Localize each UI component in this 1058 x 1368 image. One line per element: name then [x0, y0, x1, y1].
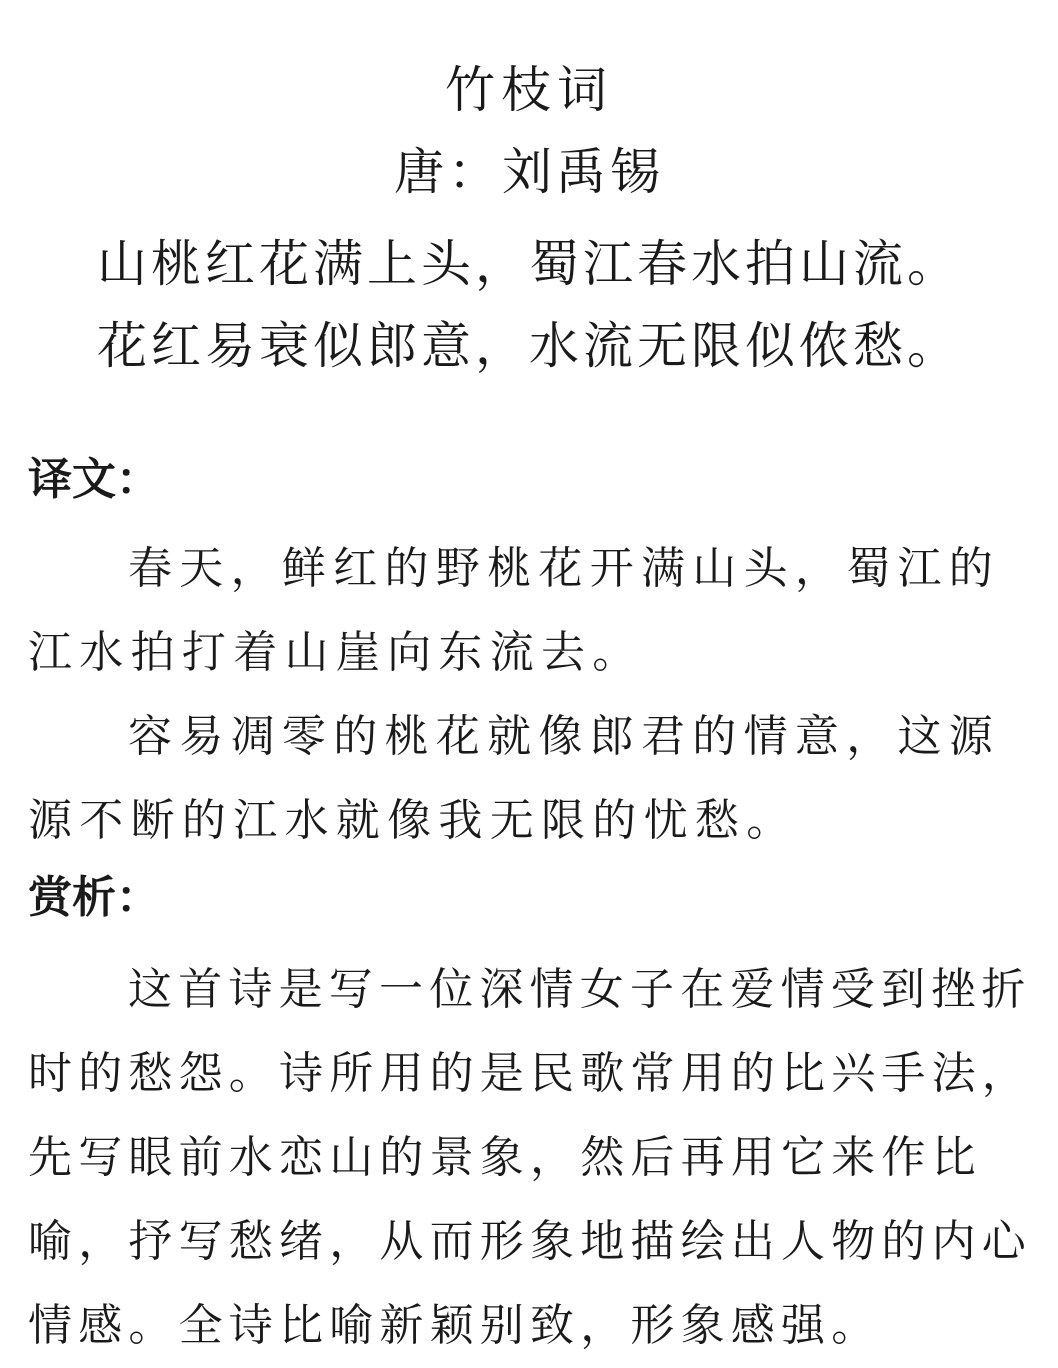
- poem-line: 花红易衰似郎意，水流无限似侬愁。: [97, 317, 961, 375]
- translation-paragraph: 春天，鲜红的野桃花开满山头，蜀江的江水拍打着山崖向东流去。: [28, 543, 1001, 678]
- translation-heading: 译文：: [28, 454, 160, 505]
- appreciation-heading: 赏析：: [28, 872, 160, 923]
- translation-paragraph: 容易凋零的桃花就像郎君的情意，这源源不断的江水就像我无限的忧愁。: [28, 711, 1001, 846]
- poem-author: 唐：刘禹锡: [394, 143, 664, 201]
- appreciation-paragraph: 这首诗是写一位深情女子在爱情受到挫折时的愁怨。诗所用的是民歌常用的比兴手法，先写眼前水恋山的景象，然后再用它来作比喻，抒写愁绪，从而形象地描绘出人物的内心情感。全诗比喻新颖别致，形象感强。: [28, 964, 1032, 1351]
- poem-title: 竹枝词: [445, 61, 613, 119]
- poem-line: 山桃红花满上头，蜀江春水拍山流。: [97, 235, 961, 293]
